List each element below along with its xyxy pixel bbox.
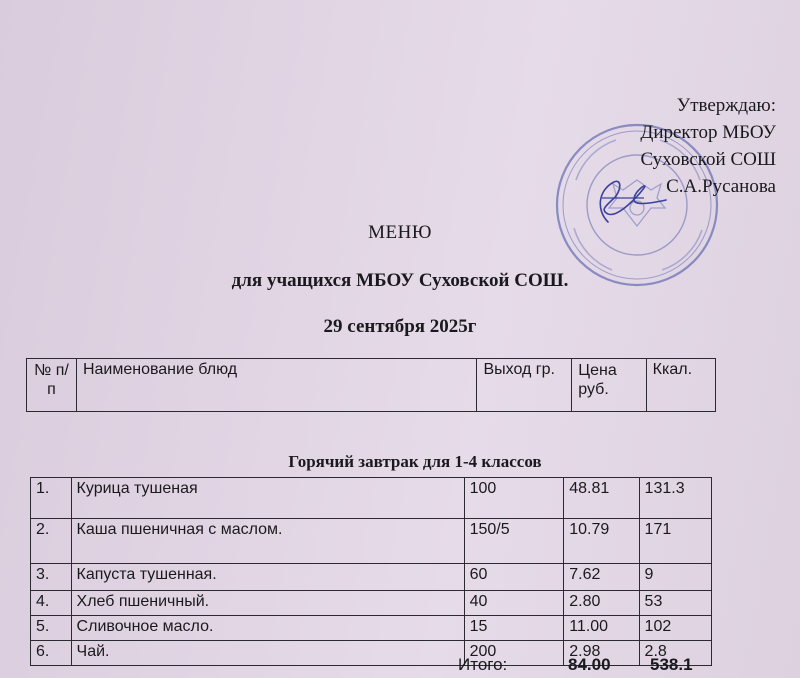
approval-position: Директор МБОУ (640, 122, 776, 143)
menu-cell-name: Капуста тушенная. (71, 564, 464, 591)
menu-cell-kcal: 53 (639, 591, 711, 616)
header-yield: Выход гр. (477, 359, 572, 412)
menu-cell-yield: 150/5 (464, 519, 564, 564)
header-name: Наименование блюд (76, 359, 477, 412)
menu-cell-price: 48.81 (564, 478, 639, 519)
menu-cell-price: 2.80 (564, 591, 639, 616)
menu-cell-kcal: 2.8 (639, 641, 711, 666)
menu-cell-kcal: 171 (639, 519, 711, 564)
menu-cell-num: 4. (31, 591, 72, 616)
section-title: Горячий завтрак для 1-4 классов (288, 452, 542, 471)
header-row (27, 359, 716, 412)
menu-cell-price: 7.62 (564, 564, 639, 591)
column-header-table (26, 358, 716, 412)
total-price: 84.00 (568, 655, 611, 674)
menu-cell-num: 1. (31, 478, 72, 519)
menu-cell-kcal: 131.3 (639, 478, 711, 519)
menu-cell-yield: 15 (464, 616, 564, 641)
menu-title: МЕНЮ (368, 222, 432, 243)
header-num: № п/п (27, 359, 77, 412)
menu-cell-price: 10.79 (564, 519, 639, 564)
menu-cell-name: Курица тушеная (71, 478, 464, 519)
menu-cell-yield: 100 (464, 478, 564, 519)
approval-school: Суховской СОШ (640, 149, 776, 170)
menu-row (31, 591, 712, 616)
menu-cell-price: 2.98 (564, 641, 639, 666)
total-kcal: 538.1 (650, 655, 693, 674)
menu-table (30, 477, 712, 666)
approval-label: Утверждаю: (676, 95, 776, 116)
menu-table-body (31, 478, 712, 666)
menu-cell-num: 3. (31, 564, 72, 591)
menu-date: 29 сентября 2025г (323, 316, 477, 337)
menu-row (31, 519, 712, 564)
menu-cell-kcal: 102 (639, 616, 711, 641)
menu-cell-num: 5. (31, 616, 72, 641)
approval-signer: С.А.Русанова (666, 176, 776, 197)
menu-cell-num: 2. (31, 519, 72, 564)
menu-cell-name: Сливочное масло. (71, 616, 464, 641)
menu-cell-name: Каша пшеничная с маслом. (71, 519, 464, 564)
menu-cell-yield: 60 (464, 564, 564, 591)
menu-cell-yield: 200 (464, 641, 564, 666)
menu-cell-kcal: 9 (639, 564, 711, 591)
menu-row (31, 564, 712, 591)
menu-cell-name: Чай. (71, 641, 464, 666)
menu-cell-yield: 40 (464, 591, 564, 616)
menu-cell-num: 6. (31, 641, 72, 666)
approval-block (640, 92, 776, 200)
menu-cell-price: 11.00 (564, 616, 639, 641)
menu-subtitle: для учащихся МБОУ Суховской СОШ. (231, 270, 569, 291)
total-label: Итого: (458, 655, 508, 674)
menu-row (31, 478, 712, 519)
header-kcal: Ккал. (646, 359, 715, 412)
menu-cell-name: Хлеб пшеничный. (71, 591, 464, 616)
menu-row (31, 616, 712, 641)
header-price: Цена руб. (572, 359, 646, 412)
